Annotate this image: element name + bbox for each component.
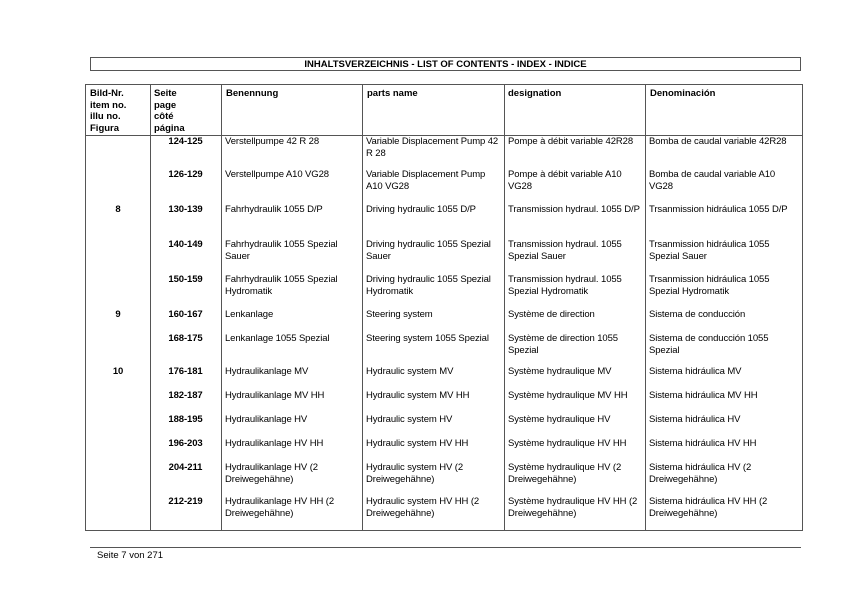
page-range: 188-195 bbox=[168, 414, 203, 425]
german-name: Hydraulikanlage MV HH bbox=[225, 390, 325, 401]
figure-number bbox=[86, 390, 150, 406]
page-range: 150-159 bbox=[168, 274, 203, 285]
page-footer: Seite 7 von 271 bbox=[97, 550, 164, 561]
spanish-name: Trsanmission hidráulica 1055 D/P bbox=[649, 204, 788, 215]
figure-number bbox=[86, 136, 150, 161]
english-name: Driving hydraulic 1055 D/P bbox=[366, 204, 476, 215]
spanish-name: Trsanmission hidráulica 1055 Spezial Sauer bbox=[649, 239, 770, 262]
spanish-name: Sistema hidráulica MV HH bbox=[649, 390, 758, 401]
page-body bbox=[85, 84, 803, 562]
english-name: Driving hydraulic 1055 Spezial Sauer bbox=[366, 239, 491, 262]
table-row bbox=[86, 333, 802, 366]
spanish-name: Sistema de conducción bbox=[649, 309, 746, 320]
english-name: Hydraulic system MV HH bbox=[366, 390, 470, 401]
figure-number bbox=[86, 414, 150, 430]
figure-number bbox=[86, 496, 150, 522]
french-name: Transmission hydraul. 1055 Spezial Hydromatik bbox=[508, 274, 622, 297]
german-name: Fahrhydraulik 1055 D/P bbox=[225, 204, 323, 215]
table-body bbox=[86, 136, 802, 530]
figure-number bbox=[86, 438, 150, 454]
page-range: 140-149 bbox=[168, 239, 203, 250]
page-range: 130-139 bbox=[168, 204, 203, 215]
french-name: Système hydraulique HV HH (2 Dreiwegehähne) bbox=[508, 496, 638, 519]
table-row bbox=[86, 239, 802, 274]
figure-number: 10 bbox=[112, 366, 124, 377]
figure-number bbox=[86, 239, 150, 266]
footer-divider bbox=[90, 547, 801, 548]
french-name: Pompe à débit variable A10 VG28 bbox=[508, 169, 622, 192]
german-name: Verstellpumpe A10 VG28 bbox=[225, 169, 329, 180]
contents-table bbox=[85, 84, 803, 531]
header-denominacion: Denominación bbox=[650, 88, 716, 99]
french-name: Système hydraulique HV HH bbox=[508, 438, 627, 449]
figure-number: 9 bbox=[115, 309, 121, 320]
figure-number bbox=[86, 169, 150, 196]
spanish-name: Sistema hidráulica MV bbox=[649, 366, 742, 377]
table-row bbox=[86, 274, 802, 309]
figure-number bbox=[86, 274, 150, 301]
table-row bbox=[86, 169, 802, 204]
french-name: Système de direction 1055 Spezial bbox=[508, 333, 618, 356]
french-name: Système de direction bbox=[508, 309, 595, 320]
header-parts-name: parts name bbox=[367, 88, 418, 99]
french-name: Transmission hydraul. 1055 Spezial Sauer bbox=[508, 239, 622, 262]
german-name: Hydraulikanlage MV bbox=[225, 366, 309, 377]
english-name: Steering system 1055 Spezial bbox=[366, 333, 489, 344]
german-name: Fahrhydraulik 1055 Spezial Sauer bbox=[225, 239, 338, 262]
page-range: 126-129 bbox=[168, 169, 203, 180]
table-row bbox=[86, 390, 802, 414]
french-name: Transmission hydraul. 1055 D/P bbox=[508, 204, 640, 215]
table-row bbox=[86, 136, 802, 169]
spanish-name: Sistema hidráulica HV HH (2 Dreiwegehähne) bbox=[649, 496, 768, 519]
spanish-name: Bomba de caudal variable A10 VG28 bbox=[649, 169, 776, 192]
figure-number bbox=[86, 462, 150, 488]
page-range: 124-125 bbox=[168, 136, 203, 147]
spanish-name: Trsanmission hidráulica 1055 Spezial Hydromatik bbox=[649, 274, 770, 297]
french-name: Pompe à débit variable 42R28 bbox=[508, 136, 634, 147]
french-name: Système hydraulique MV bbox=[508, 366, 612, 377]
french-name: Système hydraulique HV (2 Dreiwegehähne) bbox=[508, 462, 622, 485]
german-name: Hydraulikanlage HV HH bbox=[225, 438, 324, 449]
table-row bbox=[86, 496, 802, 530]
french-name: Système hydraulique HV bbox=[508, 414, 611, 425]
table-header bbox=[86, 85, 802, 136]
table-row bbox=[86, 309, 802, 333]
page-range: 160-167 bbox=[168, 309, 203, 320]
page-range: 204-211 bbox=[168, 462, 203, 473]
spanish-name: Sistema hidráulica HV bbox=[649, 414, 741, 425]
english-name: Driving hydraulic 1055 Spezial Hydromatik bbox=[366, 274, 491, 297]
header-benennung: Benennung bbox=[226, 88, 279, 99]
german-name: Lenkanlage bbox=[225, 309, 274, 320]
page-range: 212-219 bbox=[168, 496, 203, 507]
english-name: Variable Displacement Pump 42 R 28 bbox=[366, 136, 499, 159]
table-row bbox=[86, 366, 802, 390]
english-name: Steering system bbox=[366, 309, 433, 320]
german-name: Verstellpumpe 42 R 28 bbox=[225, 136, 320, 147]
english-name: Hydraulic system HV HH bbox=[366, 438, 469, 449]
spanish-name: Sistema hidráulica HV (2 Dreiwegehähne) bbox=[649, 462, 752, 485]
german-name: Fahrhydraulik 1055 Spezial Hydromatik bbox=[225, 274, 338, 297]
page-range: 176-181 bbox=[168, 366, 203, 377]
spanish-name: Sistema de conducción 1055 Spezial bbox=[649, 333, 769, 356]
english-name: Hydraulic system HV bbox=[366, 414, 453, 425]
page-range: 168-175 bbox=[168, 333, 203, 344]
table-row bbox=[86, 438, 802, 462]
german-name: Hydraulikanlage HV bbox=[225, 414, 308, 425]
document-title: INHALTSVERZEICHNIS - LIST OF CONTENTS - INDEX - INDICE bbox=[90, 57, 801, 71]
english-name: Hydraulic system MV bbox=[366, 366, 454, 377]
table-row bbox=[86, 204, 802, 239]
figure-number: 8 bbox=[115, 204, 121, 215]
english-name: Variable Displacement Pump A10 VG28 bbox=[366, 169, 486, 192]
page-range: 182-187 bbox=[168, 390, 203, 401]
german-name: Hydraulikanlage HV (2 Dreiwegehähne) bbox=[225, 462, 318, 485]
german-name: Lenkanlage 1055 Spezial bbox=[225, 333, 330, 344]
german-name: Hydraulikanlage HV HH (2 Dreiwegehähne) bbox=[225, 496, 335, 519]
header-designation: designation bbox=[508, 88, 562, 99]
header-figure: Bild-Nr. item no. illu no. Figura bbox=[90, 88, 127, 134]
table-row bbox=[86, 462, 802, 496]
spanish-name: Bomba de caudal variable 42R28 bbox=[649, 136, 787, 147]
spanish-name: Sistema hidráulica HV HH bbox=[649, 438, 757, 449]
table-row bbox=[86, 414, 802, 438]
figure-number bbox=[86, 333, 150, 358]
header-page: Seite page côté página bbox=[154, 88, 185, 134]
english-name: Hydraulic system HV HH (2 Dreiwegehähne) bbox=[366, 496, 480, 519]
english-name: Hydraulic system HV (2 Dreiwegehähne) bbox=[366, 462, 464, 485]
french-name: Système hydraulique MV HH bbox=[508, 390, 628, 401]
page-range: 196-203 bbox=[168, 438, 203, 449]
